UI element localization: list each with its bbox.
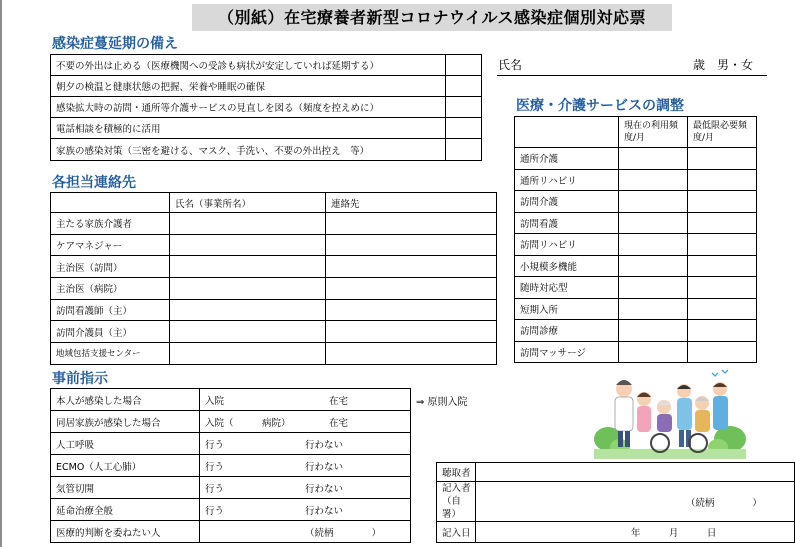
- prolonged-checkbox[interactable]: [446, 139, 482, 161]
- service-row: [515, 320, 757, 342]
- care-team-illustration: [594, 367, 746, 459]
- service-row: [515, 298, 757, 320]
- contact-name-cell[interactable]: [170, 321, 326, 343]
- service-row: [515, 191, 757, 213]
- service-current-cell[interactable]: [619, 341, 688, 363]
- services-header-blank: [515, 117, 619, 148]
- service-row: [515, 341, 757, 363]
- prolonged-row: [51, 76, 482, 97]
- contact-phone-cell[interactable]: [326, 343, 497, 365]
- section-heading-advance: 事前指示: [52, 371, 108, 387]
- contact-name-cell[interactable]: [170, 234, 326, 256]
- advance-choices[interactable]: [200, 411, 411, 433]
- services-header-min: 最低限必要頻度/月: [688, 117, 757, 148]
- service-name: 訪問診療: [515, 320, 619, 342]
- service-current-cell[interactable]: [619, 298, 688, 320]
- contact-phone-cell[interactable]: [326, 278, 497, 300]
- page-edge: [0, 0, 2, 547]
- service-current-cell[interactable]: [619, 169, 688, 191]
- contact-row: [51, 343, 497, 365]
- contact-phone-cell[interactable]: [326, 213, 497, 235]
- prolonged-row: [51, 55, 482, 76]
- advance-option-a[interactable]: 行う: [205, 461, 225, 473]
- service-min-cell[interactable]: [688, 212, 757, 234]
- prolonged-checkbox[interactable]: [446, 118, 482, 139]
- date-label: 記入日: [437, 522, 476, 543]
- prolonged-row: [51, 118, 482, 139]
- contact-role: 主治医（病院）: [51, 278, 170, 300]
- advance-row: [51, 477, 411, 499]
- advance-option-a[interactable]: 入院（ 病院）: [205, 417, 291, 429]
- prolonged-item: 感染拡大時の訪問・通所等介護サービスの見直しを図る（頻度を控えめに）: [51, 97, 446, 118]
- contact-row: [51, 321, 497, 343]
- advance-choices[interactable]: [200, 433, 411, 455]
- advance-option-b[interactable]: 在宅: [329, 395, 349, 407]
- service-name: 随時対応型: [515, 277, 619, 299]
- prolonged-checkbox[interactable]: [446, 55, 482, 76]
- contact-name-cell[interactable]: [170, 213, 326, 235]
- service-name: 訪問看護: [515, 212, 619, 234]
- service-current-cell[interactable]: [619, 148, 688, 170]
- service-row: [515, 212, 757, 234]
- prolonged-item: 朝夕の検温と健康状態の把握、栄養や睡眠の確保: [51, 76, 446, 97]
- service-min-cell[interactable]: [688, 255, 757, 277]
- advance-choices[interactable]: [200, 477, 411, 499]
- contact-row: [51, 299, 497, 321]
- advance-label: 気管切開: [51, 477, 200, 499]
- writer-label-cell: [437, 482, 476, 522]
- service-row: [515, 255, 757, 277]
- contact-phone-cell[interactable]: [326, 299, 497, 321]
- patient-name-label: 氏名: [498, 58, 523, 72]
- contact-role: 訪問介護員（主）: [51, 321, 170, 343]
- service-min-cell[interactable]: [688, 234, 757, 256]
- advance-note: ⇒ 原則入院: [416, 397, 468, 408]
- service-current-cell[interactable]: [619, 234, 688, 256]
- service-min-cell[interactable]: [688, 148, 757, 170]
- contacts-table: [50, 192, 497, 365]
- service-min-cell[interactable]: [688, 298, 757, 320]
- advance-choices[interactable]: [200, 389, 411, 411]
- writer-label: 記入者: [442, 483, 471, 494]
- services-header-current: 現在の利用頻度/月: [619, 117, 688, 148]
- advance-label: ECMO（人工心肺）: [51, 455, 200, 477]
- service-min-cell[interactable]: [688, 320, 757, 342]
- service-name: 訪問リハビリ: [515, 234, 619, 256]
- writer-sub-label: （自署）: [442, 496, 462, 520]
- contact-name-cell[interactable]: [170, 299, 326, 321]
- service-name: 通所リハビリ: [515, 169, 619, 191]
- contact-role: ケアマネジャー: [51, 234, 170, 256]
- advance-label: 医療的判断を委ねたい人: [51, 521, 200, 543]
- service-row: [515, 277, 757, 299]
- prolonged-checkbox[interactable]: [446, 97, 482, 118]
- prolonged-item: 電話相談を積極的に活用: [51, 118, 446, 139]
- service-name: 小規模多機能: [515, 255, 619, 277]
- advance-option-b[interactable]: 行わない: [305, 483, 344, 495]
- service-current-cell[interactable]: [619, 255, 688, 277]
- contact-row: [51, 213, 497, 235]
- advance-option-b[interactable]: 行わない: [305, 505, 344, 517]
- section-heading-prolonged: 感染症蔓延期の備え: [52, 36, 178, 52]
- contact-name-cell[interactable]: [170, 278, 326, 300]
- service-min-cell[interactable]: [688, 169, 757, 191]
- advance-label: 本人が感染した場合: [51, 389, 200, 411]
- advance-option-b[interactable]: 行わない: [305, 461, 344, 473]
- service-current-cell[interactable]: [619, 191, 688, 213]
- advance-row: [51, 433, 411, 455]
- service-min-cell[interactable]: [688, 277, 757, 299]
- service-name: 通所介護: [515, 148, 619, 170]
- listener-value: [475, 463, 794, 482]
- contact-name-cell[interactable]: [170, 256, 326, 278]
- advance-option-a[interactable]: 行う: [205, 505, 225, 517]
- advance-option-a[interactable]: 行う: [205, 439, 225, 451]
- service-row: [515, 169, 757, 191]
- service-name: 訪問介護: [515, 191, 619, 213]
- advance-choices[interactable]: [200, 455, 411, 477]
- advance-label: 延命治療全般: [51, 499, 200, 521]
- advance-row: [51, 499, 411, 521]
- advance-row: [51, 455, 411, 477]
- advance-label: 人工呼吸: [51, 433, 200, 455]
- advance-directive-table: [50, 388, 411, 543]
- contact-phone-cell[interactable]: [326, 256, 497, 278]
- advance-option-a[interactable]: 行う: [205, 483, 225, 495]
- advance-option-b[interactable]: 在宅: [329, 417, 349, 429]
- section-heading-services: 医療・介護サービスの調整: [516, 98, 684, 114]
- patient-name-underline: [497, 75, 767, 76]
- contact-row: [51, 234, 497, 256]
- service-current-cell[interactable]: [619, 212, 688, 234]
- advance-choices[interactable]: [200, 521, 411, 543]
- contact-role: 地域包括支援センター: [51, 343, 170, 365]
- service-min-cell[interactable]: [688, 341, 757, 363]
- prolonged-checklist: [50, 54, 482, 161]
- contacts-header-name: 氏名（事業所名）: [170, 193, 326, 213]
- advance-option-b[interactable]: 行わない: [305, 439, 344, 451]
- advance-row: [51, 411, 411, 433]
- contact-phone-cell[interactable]: [326, 321, 497, 343]
- advance-option-a[interactable]: 入院: [205, 395, 225, 407]
- advance-label: 同居家族が感染した場合: [51, 411, 200, 433]
- advance-option-b[interactable]: （続柄 ）: [305, 527, 382, 539]
- section-heading-contacts: 各担当連絡先: [52, 175, 136, 191]
- listener-label: 聴取者: [437, 463, 476, 482]
- date-value: 年 月 日: [475, 522, 794, 543]
- writer-relation: （続柄 ）: [475, 482, 794, 522]
- page-title: （別紙）在宅療養者新型コロナウイルス感染症個別対応票: [192, 4, 672, 31]
- contact-row: [51, 256, 497, 278]
- services-table: [514, 116, 757, 363]
- contact-role: 訪問看護師（主）: [51, 299, 170, 321]
- service-min-cell[interactable]: [688, 191, 757, 213]
- contact-row: [51, 278, 497, 300]
- prolonged-row: [51, 139, 482, 161]
- advance-row: [51, 521, 411, 543]
- service-current-cell[interactable]: [619, 277, 688, 299]
- advance-row: [51, 389, 411, 411]
- prolonged-row: [51, 97, 482, 118]
- service-name: 訪問マッサージ: [515, 341, 619, 363]
- service-current-cell[interactable]: [619, 320, 688, 342]
- patient-age-sex: 歳 男・女: [693, 58, 754, 72]
- service-name: 短期入所: [515, 298, 619, 320]
- prolonged-item: 家族の感染対策（三密を避ける、マスク、手洗い、不要の外出控え 等）: [51, 139, 446, 161]
- contact-role: 主治医（訪問）: [51, 256, 170, 278]
- contact-phone-cell[interactable]: [326, 234, 497, 256]
- service-row: [515, 234, 757, 256]
- contacts-header-contact: 連絡先: [326, 193, 497, 213]
- contact-role: 主たる家族介護者: [51, 213, 170, 235]
- advance-choices[interactable]: [200, 499, 411, 521]
- record-table: [436, 462, 795, 543]
- prolonged-item: 不要の外出は止める（医療機関への受診も病状が安定していれば延期する）: [51, 55, 446, 76]
- prolonged-checkbox[interactable]: [446, 76, 482, 97]
- service-row: [515, 148, 757, 170]
- contact-name-cell[interactable]: [170, 343, 326, 365]
- contacts-header-blank: [51, 193, 170, 213]
